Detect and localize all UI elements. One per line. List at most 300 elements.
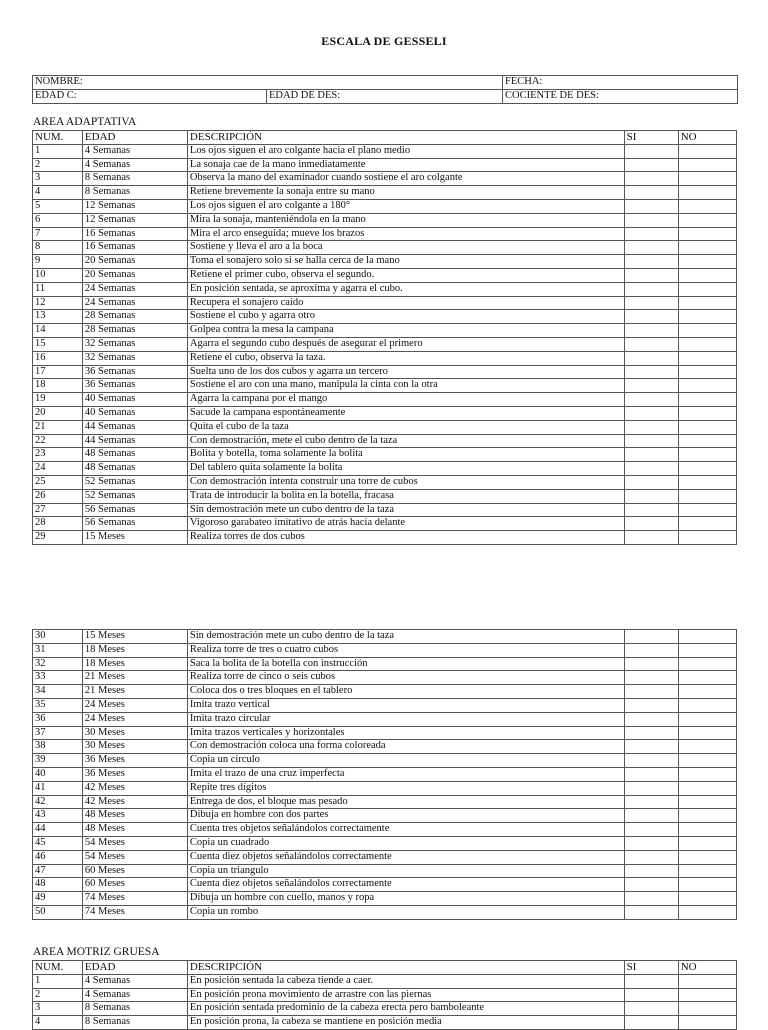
item-number: 29 (33, 531, 83, 545)
table-row (33, 420, 737, 434)
si-checkbox-cell[interactable] (624, 158, 678, 172)
item-number: 13 (33, 310, 83, 324)
item-edad: 24 Meses (82, 712, 187, 726)
item-number: 27 (33, 503, 83, 517)
table-row (33, 379, 737, 393)
no-checkbox-cell[interactable] (678, 850, 736, 864)
si-checkbox-cell[interactable] (624, 823, 678, 837)
item-number: 15 (33, 337, 83, 351)
item-edad: 40 Semanas (82, 393, 187, 407)
si-checkbox-cell[interactable] (624, 462, 678, 476)
cociente-field[interactable]: COCIENTE DE DES: (503, 89, 738, 103)
no-checkbox-cell[interactable] (678, 393, 736, 407)
item-descripcion: Retiene brevemente la sonaja entre su mano (187, 186, 624, 200)
no-checkbox-cell[interactable] (678, 767, 736, 781)
si-checkbox-cell[interactable] (624, 698, 678, 712)
si-checkbox-cell[interactable] (624, 836, 678, 850)
table-row (33, 726, 737, 740)
si-checkbox-cell[interactable] (624, 905, 678, 919)
item-descripcion: En posición sentada, se aproxima y agarra el cubo. (187, 282, 624, 296)
item-edad: 24 Semanas (82, 282, 187, 296)
si-checkbox-cell[interactable] (624, 365, 678, 379)
item-number: 6 (33, 213, 83, 227)
header-si: SI (624, 961, 678, 975)
no-checkbox-cell[interactable] (678, 878, 736, 892)
no-checkbox-cell[interactable] (678, 671, 736, 685)
no-checkbox-cell[interactable] (678, 144, 736, 158)
no-checkbox-cell[interactable] (678, 630, 736, 644)
si-checkbox-cell[interactable] (624, 324, 678, 338)
item-number: 24 (33, 462, 83, 476)
si-checkbox-cell[interactable] (624, 643, 678, 657)
no-checkbox-cell[interactable] (678, 158, 736, 172)
si-checkbox-cell[interactable] (624, 712, 678, 726)
item-edad: 20 Semanas (82, 255, 187, 269)
si-checkbox-cell[interactable] (624, 531, 678, 545)
item-descripcion: Coloca dos o tres bloques en el tablero (187, 685, 624, 699)
item-descripcion: Sin demostración mete un cubo dentro de la taza (187, 630, 624, 644)
item-number: 31 (33, 643, 83, 657)
item-edad: 8 Semanas (82, 186, 187, 200)
si-checkbox-cell[interactable] (624, 310, 678, 324)
si-checkbox-cell[interactable] (624, 227, 678, 241)
item-edad: 56 Semanas (82, 517, 187, 531)
no-checkbox-cell[interactable] (678, 1002, 736, 1016)
no-checkbox-cell[interactable] (678, 324, 736, 338)
item-descripcion: Cuenta diez objetos señalándolos correctamente (187, 850, 624, 864)
table-row (33, 213, 737, 227)
item-descripcion: Observa la mano del examinador cuando sostiene el aro colgante (187, 172, 624, 186)
item-descripcion: En posición sentada la cabeza tiende a caer. (187, 974, 624, 988)
table-row (33, 337, 737, 351)
no-checkbox-cell[interactable] (678, 754, 736, 768)
si-checkbox-cell[interactable] (624, 892, 678, 906)
item-number: 48 (33, 878, 83, 892)
item-edad: 18 Meses (82, 657, 187, 671)
table-row (33, 754, 737, 768)
table-row (33, 310, 737, 324)
no-checkbox-cell[interactable] (678, 186, 736, 200)
si-checkbox-cell[interactable] (624, 420, 678, 434)
document-title: ESCALA DE GESSELI (321, 34, 447, 48)
item-descripcion: Bolita y botella, toma solamente la bolita (187, 448, 624, 462)
item-edad: 16 Semanas (82, 241, 187, 255)
item-edad: 15 Meses (82, 630, 187, 644)
item-descripcion: Toma el sonajero solo si se halla cerca de la mano (187, 255, 624, 269)
no-checkbox-cell[interactable] (678, 988, 736, 1002)
table-row (33, 406, 737, 420)
item-number: 2 (33, 988, 83, 1002)
item-descripcion: Copia un rombo (187, 905, 624, 919)
item-number: 40 (33, 767, 83, 781)
header-edad: EDAD (82, 131, 187, 145)
no-checkbox-cell[interactable] (678, 420, 736, 434)
item-edad: 28 Semanas (82, 310, 187, 324)
no-checkbox-cell[interactable] (678, 1016, 736, 1030)
item-number: 7 (33, 227, 83, 241)
item-descripcion: Repite tres dígitos (187, 781, 624, 795)
motriz-table (32, 960, 737, 1030)
item-number: 4 (33, 186, 83, 200)
si-checkbox-cell[interactable] (624, 434, 678, 448)
no-checkbox-cell[interactable] (678, 517, 736, 531)
item-number: 10 (33, 268, 83, 282)
table-row (33, 809, 737, 823)
no-checkbox-cell[interactable] (678, 892, 736, 906)
item-descripcion: Del tablero quita solamente la bolita (187, 462, 624, 476)
item-edad: 36 Meses (82, 767, 187, 781)
table-row (33, 503, 737, 517)
no-checkbox-cell[interactable] (678, 503, 736, 517)
no-checkbox-cell[interactable] (678, 836, 736, 850)
item-descripcion: Dibuja en hombre con dos partes (187, 809, 624, 823)
item-edad: 74 Meses (82, 892, 187, 906)
item-edad: 8 Semanas (82, 172, 187, 186)
si-checkbox-cell[interactable] (624, 781, 678, 795)
item-edad: 56 Semanas (82, 503, 187, 517)
si-checkbox-cell[interactable] (624, 1002, 678, 1016)
item-descripcion: Con demostración coloca una forma coloreada (187, 740, 624, 754)
item-edad: 21 Meses (82, 685, 187, 699)
item-edad: 24 Meses (82, 698, 187, 712)
no-checkbox-cell[interactable] (678, 740, 736, 754)
si-checkbox-cell[interactable] (624, 740, 678, 754)
item-descripcion: Sacude la campana espontáneamente (187, 406, 624, 420)
item-edad: 8 Semanas (82, 1016, 187, 1030)
table-row (33, 905, 737, 919)
no-checkbox-cell[interactable] (678, 643, 736, 657)
si-checkbox-cell[interactable] (624, 448, 678, 462)
item-descripcion: Cuenta tres objetos señalándolos correctamente (187, 823, 624, 837)
item-descripcion: Copia un circulo (187, 754, 624, 768)
item-descripcion: Agarra la campana por el mango (187, 393, 624, 407)
item-edad: 36 Meses (82, 754, 187, 768)
item-number: 35 (33, 698, 83, 712)
si-checkbox-cell[interactable] (624, 379, 678, 393)
item-descripcion: Con demostración, mete el cubo dentro de la taza (187, 434, 624, 448)
si-checkbox-cell[interactable] (624, 726, 678, 740)
item-number: 26 (33, 489, 83, 503)
item-descripcion: La sonaja cae de la mano inmediatamente (187, 158, 624, 172)
table-row (33, 448, 737, 462)
si-checkbox-cell[interactable] (624, 213, 678, 227)
item-number: 38 (33, 740, 83, 754)
item-descripcion: Trata de introducir la bolita en la botella, fracasa (187, 489, 624, 503)
nombre-field[interactable]: NOMBRE: (33, 76, 503, 90)
item-edad: 28 Semanas (82, 324, 187, 338)
item-number: 4 (33, 1016, 83, 1030)
si-checkbox-cell[interactable] (624, 878, 678, 892)
item-number: 16 (33, 351, 83, 365)
si-checkbox-cell[interactable] (624, 809, 678, 823)
item-edad: 48 Semanas (82, 462, 187, 476)
fecha-field[interactable]: FECHA: (503, 76, 738, 90)
table-row (33, 241, 737, 255)
item-edad: 54 Meses (82, 836, 187, 850)
si-checkbox-cell[interactable] (624, 268, 678, 282)
item-descripcion: Dibuja un hombre con cuello, manos y ropa (187, 892, 624, 906)
item-number: 28 (33, 517, 83, 531)
table-row (33, 630, 737, 644)
no-checkbox-cell[interactable] (678, 268, 736, 282)
item-number: 20 (33, 406, 83, 420)
si-checkbox-cell[interactable] (624, 393, 678, 407)
si-checkbox-cell[interactable] (624, 296, 678, 310)
si-checkbox-cell[interactable] (624, 199, 678, 213)
table-row (33, 795, 737, 809)
no-checkbox-cell[interactable] (678, 337, 736, 351)
item-descripcion: Recupera el sonajero caído (187, 296, 624, 310)
item-edad: 15 Meses (82, 531, 187, 545)
item-edad: 40 Semanas (82, 406, 187, 420)
si-checkbox-cell[interactable] (624, 172, 678, 186)
table-row (33, 531, 737, 545)
no-checkbox-cell[interactable] (678, 255, 736, 269)
item-number: 43 (33, 809, 83, 823)
item-number: 39 (33, 754, 83, 768)
item-descripcion: Con demostración intenta construir una torre de cubos (187, 475, 624, 489)
no-checkbox-cell[interactable] (678, 905, 736, 919)
no-checkbox-cell[interactable] (678, 379, 736, 393)
item-number: 34 (33, 685, 83, 699)
item-descripcion: Vigoroso garabateo imitativo de atrás hacia delante (187, 517, 624, 531)
item-descripcion: Los ojos siguen el aro colgante hacia el plano medio (187, 144, 624, 158)
table-row (33, 657, 737, 671)
item-number: 5 (33, 199, 83, 213)
header-descripcion: DESCRIPCIÓN (187, 131, 624, 145)
item-descripcion: Suelta uno de los dos cubos y agarra un tercero (187, 365, 624, 379)
no-checkbox-cell[interactable] (678, 365, 736, 379)
table-row (33, 685, 737, 699)
table-row (33, 393, 737, 407)
table-row (33, 767, 737, 781)
table-row (33, 489, 737, 503)
item-number: 9 (33, 255, 83, 269)
item-edad: 52 Semanas (82, 489, 187, 503)
item-edad: 12 Semanas (82, 199, 187, 213)
table-row (33, 517, 737, 531)
si-checkbox-cell[interactable] (624, 754, 678, 768)
no-checkbox-cell[interactable] (678, 296, 736, 310)
no-checkbox-cell[interactable] (678, 809, 736, 823)
item-edad: 48 Semanas (82, 448, 187, 462)
table-row (33, 878, 737, 892)
table-row (33, 836, 737, 850)
no-checkbox-cell[interactable] (678, 351, 736, 365)
table-row (33, 365, 737, 379)
item-edad: 48 Meses (82, 823, 187, 837)
no-checkbox-cell[interactable] (678, 489, 736, 503)
item-edad: 42 Meses (82, 795, 187, 809)
si-checkbox-cell[interactable] (624, 671, 678, 685)
no-checkbox-cell[interactable] (678, 531, 736, 545)
si-checkbox-cell[interactable] (624, 1016, 678, 1030)
item-number: 50 (33, 905, 83, 919)
item-descripcion: Saca la bolita de la botella con instrucción (187, 657, 624, 671)
no-checkbox-cell[interactable] (678, 974, 736, 988)
item-edad: 74 Meses (82, 905, 187, 919)
table-header-row (33, 131, 737, 145)
header-si: SI (624, 131, 678, 145)
no-checkbox-cell[interactable] (678, 685, 736, 699)
item-edad: 54 Meses (82, 850, 187, 864)
table-row (33, 282, 737, 296)
si-checkbox-cell[interactable] (624, 475, 678, 489)
no-checkbox-cell[interactable] (678, 241, 736, 255)
item-edad: 44 Semanas (82, 434, 187, 448)
si-checkbox-cell[interactable] (624, 767, 678, 781)
header-no: NO (678, 131, 736, 145)
no-checkbox-cell[interactable] (678, 310, 736, 324)
si-checkbox-cell[interactable] (624, 406, 678, 420)
table-row (33, 1002, 737, 1016)
table-row (33, 643, 737, 657)
table-row (33, 850, 737, 864)
si-checkbox-cell[interactable] (624, 241, 678, 255)
item-edad: 48 Meses (82, 809, 187, 823)
item-descripcion: Imita trazo circular (187, 712, 624, 726)
table-row (33, 671, 737, 685)
edad-c-field[interactable]: EDAD C: (33, 89, 267, 103)
item-descripcion: Retiene el primer cubo, observa el segundo. (187, 268, 624, 282)
item-descripcion: Sostiene y lleva el aro a la boca (187, 241, 624, 255)
no-checkbox-cell[interactable] (678, 199, 736, 213)
table-row (33, 268, 737, 282)
item-descripcion: Realiza torre de tres o cuatro cubos (187, 643, 624, 657)
item-edad: 21 Meses (82, 671, 187, 685)
table-row (33, 351, 737, 365)
table-header-row (33, 961, 737, 975)
no-checkbox-cell[interactable] (678, 213, 736, 227)
table-row (33, 475, 737, 489)
item-descripcion: Copia un cuadrado (187, 836, 624, 850)
no-checkbox-cell[interactable] (678, 698, 736, 712)
si-checkbox-cell[interactable] (624, 517, 678, 531)
item-number: 30 (33, 630, 83, 644)
no-checkbox-cell[interactable] (678, 172, 736, 186)
table-row (33, 296, 737, 310)
adaptativa-table (32, 130, 737, 545)
item-edad: 4 Semanas (82, 158, 187, 172)
section-motriz-label: AREA MOTRIZ GRUESA (33, 946, 160, 958)
item-edad: 4 Semanas (82, 988, 187, 1002)
item-edad: 4 Semanas (82, 144, 187, 158)
item-edad: 8 Semanas (82, 1002, 187, 1016)
table-row (33, 892, 737, 906)
si-checkbox-cell[interactable] (624, 685, 678, 699)
item-edad: 36 Semanas (82, 365, 187, 379)
table-row (33, 144, 737, 158)
si-checkbox-cell[interactable] (624, 351, 678, 365)
item-number: 46 (33, 850, 83, 864)
si-checkbox-cell[interactable] (624, 657, 678, 671)
item-descripcion: Sostiene el cubo y agarra otro (187, 310, 624, 324)
item-number: 3 (33, 172, 83, 186)
header-descripcion: DESCRIPCIÓN (187, 961, 624, 975)
no-checkbox-cell[interactable] (678, 781, 736, 795)
no-checkbox-cell[interactable] (678, 448, 736, 462)
item-edad: 12 Semanas (82, 213, 187, 227)
table-row (33, 712, 737, 726)
no-checkbox-cell[interactable] (678, 712, 736, 726)
si-checkbox-cell[interactable] (624, 630, 678, 644)
si-checkbox-cell[interactable] (624, 864, 678, 878)
no-checkbox-cell[interactable] (678, 795, 736, 809)
si-checkbox-cell[interactable] (624, 282, 678, 296)
item-number: 37 (33, 726, 83, 740)
item-edad: 32 Semanas (82, 337, 187, 351)
si-checkbox-cell[interactable] (624, 503, 678, 517)
item-number: 8 (33, 241, 83, 255)
si-checkbox-cell[interactable] (624, 255, 678, 269)
item-number: 22 (33, 434, 83, 448)
adaptativa-table-continued (32, 629, 737, 920)
item-descripcion: Sin demostración mete un cubo dentro de la taza (187, 503, 624, 517)
item-descripcion: Mira la sonaja, manteniéndola en la mano (187, 213, 624, 227)
item-edad: 4 Semanas (82, 974, 187, 988)
table-row (33, 434, 737, 448)
item-number: 33 (33, 671, 83, 685)
no-checkbox-cell[interactable] (678, 282, 736, 296)
no-checkbox-cell[interactable] (678, 406, 736, 420)
no-checkbox-cell[interactable] (678, 864, 736, 878)
no-checkbox-cell[interactable] (678, 823, 736, 837)
item-edad: 32 Semanas (82, 351, 187, 365)
si-checkbox-cell[interactable] (624, 795, 678, 809)
table-row (33, 462, 737, 476)
item-edad: 20 Semanas (82, 268, 187, 282)
item-descripcion: Agarra el segundo cubo después de asegurar el primero (187, 337, 624, 351)
item-number: 11 (33, 282, 83, 296)
item-edad: 60 Meses (82, 878, 187, 892)
no-checkbox-cell[interactable] (678, 657, 736, 671)
si-checkbox-cell[interactable] (624, 144, 678, 158)
table-row (33, 186, 737, 200)
item-edad: 24 Semanas (82, 296, 187, 310)
no-checkbox-cell[interactable] (678, 475, 736, 489)
no-checkbox-cell[interactable] (678, 434, 736, 448)
item-number: 25 (33, 475, 83, 489)
si-checkbox-cell[interactable] (624, 186, 678, 200)
table-row (33, 158, 737, 172)
item-number: 3 (33, 1002, 83, 1016)
si-checkbox-cell[interactable] (624, 974, 678, 988)
item-descripcion: Imita trazos verticales y horizontales (187, 726, 624, 740)
no-checkbox-cell[interactable] (678, 227, 736, 241)
si-checkbox-cell[interactable] (624, 489, 678, 503)
header-edad: EDAD (82, 961, 187, 975)
item-descripcion: Cuenta diez objetos señalándolos correctamente (187, 878, 624, 892)
item-edad: 42 Meses (82, 781, 187, 795)
item-edad: 52 Semanas (82, 475, 187, 489)
item-edad: 44 Semanas (82, 420, 187, 434)
item-edad: 36 Semanas (82, 379, 187, 393)
item-edad: 30 Meses (82, 740, 187, 754)
item-descripcion: En posición prona, la cabeza se mantiene en posición media (187, 1016, 624, 1030)
si-checkbox-cell[interactable] (624, 337, 678, 351)
item-edad: 16 Semanas (82, 227, 187, 241)
no-checkbox-cell[interactable] (678, 462, 736, 476)
table-row (33, 740, 737, 754)
si-checkbox-cell[interactable] (624, 850, 678, 864)
no-checkbox-cell[interactable] (678, 726, 736, 740)
item-number: 17 (33, 365, 83, 379)
si-checkbox-cell[interactable] (624, 988, 678, 1002)
item-descripcion: Entrega de dos, el bloque mas pesado (187, 795, 624, 809)
item-number: 21 (33, 420, 83, 434)
item-number: 42 (33, 795, 83, 809)
edad-des-field[interactable]: EDAD DE DES: (267, 89, 503, 103)
